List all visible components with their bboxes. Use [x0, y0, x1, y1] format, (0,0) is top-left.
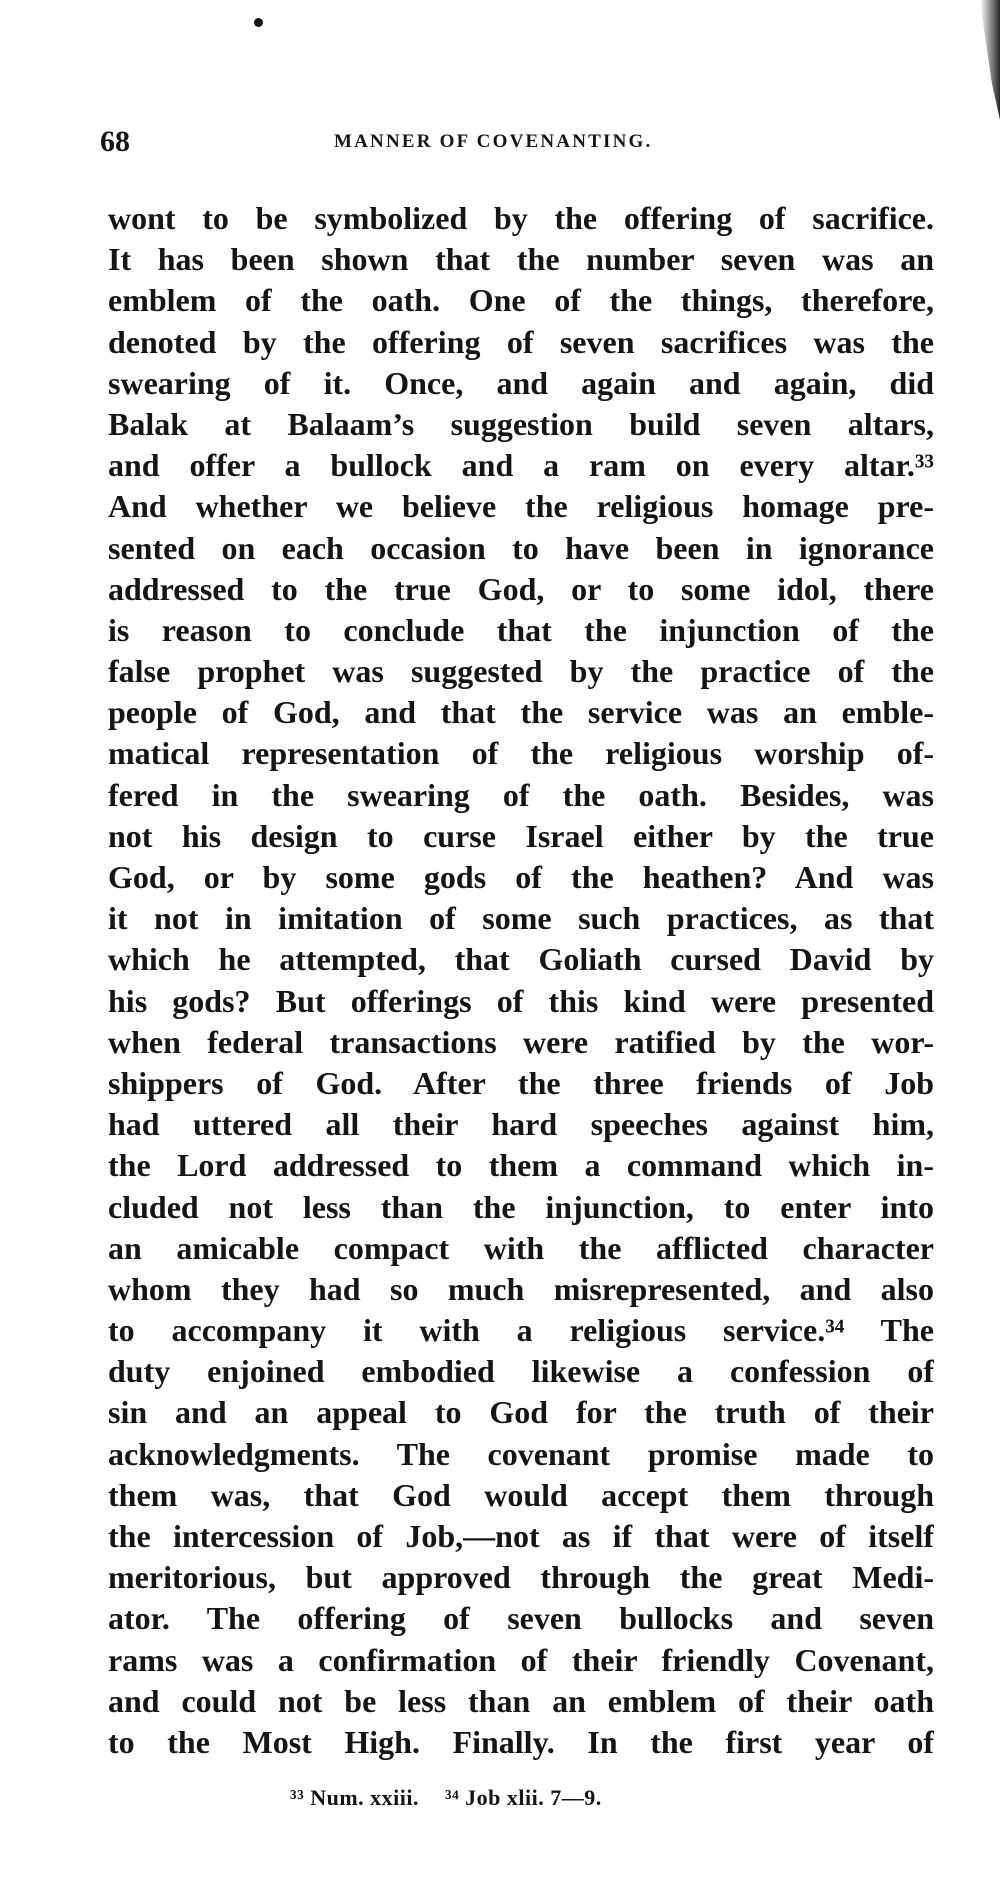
text-line: acknowledgments. The covenant promise made to — [108, 1435, 934, 1472]
text-line: people of God, and that the service was an emble- — [108, 694, 934, 731]
page-edge-shadow — [980, 0, 1000, 120]
text-line: the Lord addressed to them a command which in- — [108, 1147, 934, 1184]
text-line: denoted by the offering of seven sacrifices was the — [108, 323, 934, 360]
text-line: them was, that God would accept them through — [108, 1476, 934, 1513]
text-line: fered in the swearing of the oath. Besides, was — [108, 776, 934, 813]
text-line: emblem of the oath. One of the things, therefore, — [108, 282, 934, 319]
text-line: his gods? But offerings of this kind were presented — [108, 982, 934, 1019]
text-line: the intercession of Job,—not as if that were of itself — [108, 1518, 934, 1554]
text-line: to the Most High. Finally. In the first year of — [108, 1723, 934, 1760]
text-line: an amicable compact with the afflicted character — [108, 1229, 934, 1266]
text-line: false prophet was suggested by the practice of the — [108, 653, 934, 690]
text-line: sented on each occasion to have been in ignorance — [108, 529, 934, 566]
footnote-33: ³³ Num. xxiii. — [290, 1785, 419, 1810]
text-line: had uttered all their hard speeches against him, — [108, 1106, 934, 1143]
footnote-34: ³⁴ Job xlii. 7—9. — [444, 1785, 602, 1810]
page-header — [100, 124, 940, 160]
text-line: Balak at Balaam’s suggestion build seven altars, — [108, 405, 934, 442]
body-text — [108, 198, 934, 1763]
text-line: duty enjoined embodied likewise a confession of — [108, 1353, 934, 1390]
text-line: God, or by some gods of the heathen? And was — [108, 859, 934, 895]
text-line: sin and an appeal to God for the truth of their — [108, 1394, 934, 1431]
text-line: when federal transactions were ratified by the wor- — [108, 1023, 934, 1060]
text-line: meritorious, but approved through the great Medi- — [108, 1559, 934, 1596]
text-line: swearing of it. Once, and again and again, did — [108, 364, 934, 401]
text-line: wont to be symbolized by the offering of sacrifice. — [108, 200, 934, 236]
text-line: and could not be less than an emblem of their oath — [108, 1682, 934, 1719]
text-line: ator. The offering of seven bullocks and seven — [108, 1600, 934, 1637]
text-line: and offer a bullock and a ram on every altar.³³ — [108, 447, 934, 484]
text-line: rams was a confirmation of their friendly Covenant, — [108, 1641, 934, 1678]
text-line: addressed to the true God, or to some idol, there — [108, 570, 934, 607]
text-line: is reason to conclude that the injunction of the — [108, 611, 934, 648]
text-line: not his design to curse Israel either by the true — [108, 817, 934, 854]
text-line: cluded not less than the injunction, to enter into — [108, 1188, 934, 1225]
text-line: shippers of God. After the three friends of Job — [108, 1064, 934, 1101]
text-line: to accompany it with a religious service.³⁴ The — [108, 1312, 934, 1349]
text-line: And whether we believe the religious homage pre- — [108, 488, 934, 525]
text-line: whom they had so much misrepresented, and also — [108, 1270, 934, 1307]
text-line: which he attempted, that Goliath cursed David by — [108, 941, 934, 978]
text-line: It has been shown that the number seven was an — [108, 241, 934, 278]
text-line: it not in imitation of some such practices, as that — [108, 900, 934, 937]
page-number: 68 — [100, 125, 130, 158]
running-head: MANNER OF COVENANTING. — [334, 131, 653, 152]
ink-speck — [254, 18, 263, 27]
text-line: matical representation of the religious worship of- — [108, 735, 934, 772]
footnotes — [290, 1784, 602, 1812]
